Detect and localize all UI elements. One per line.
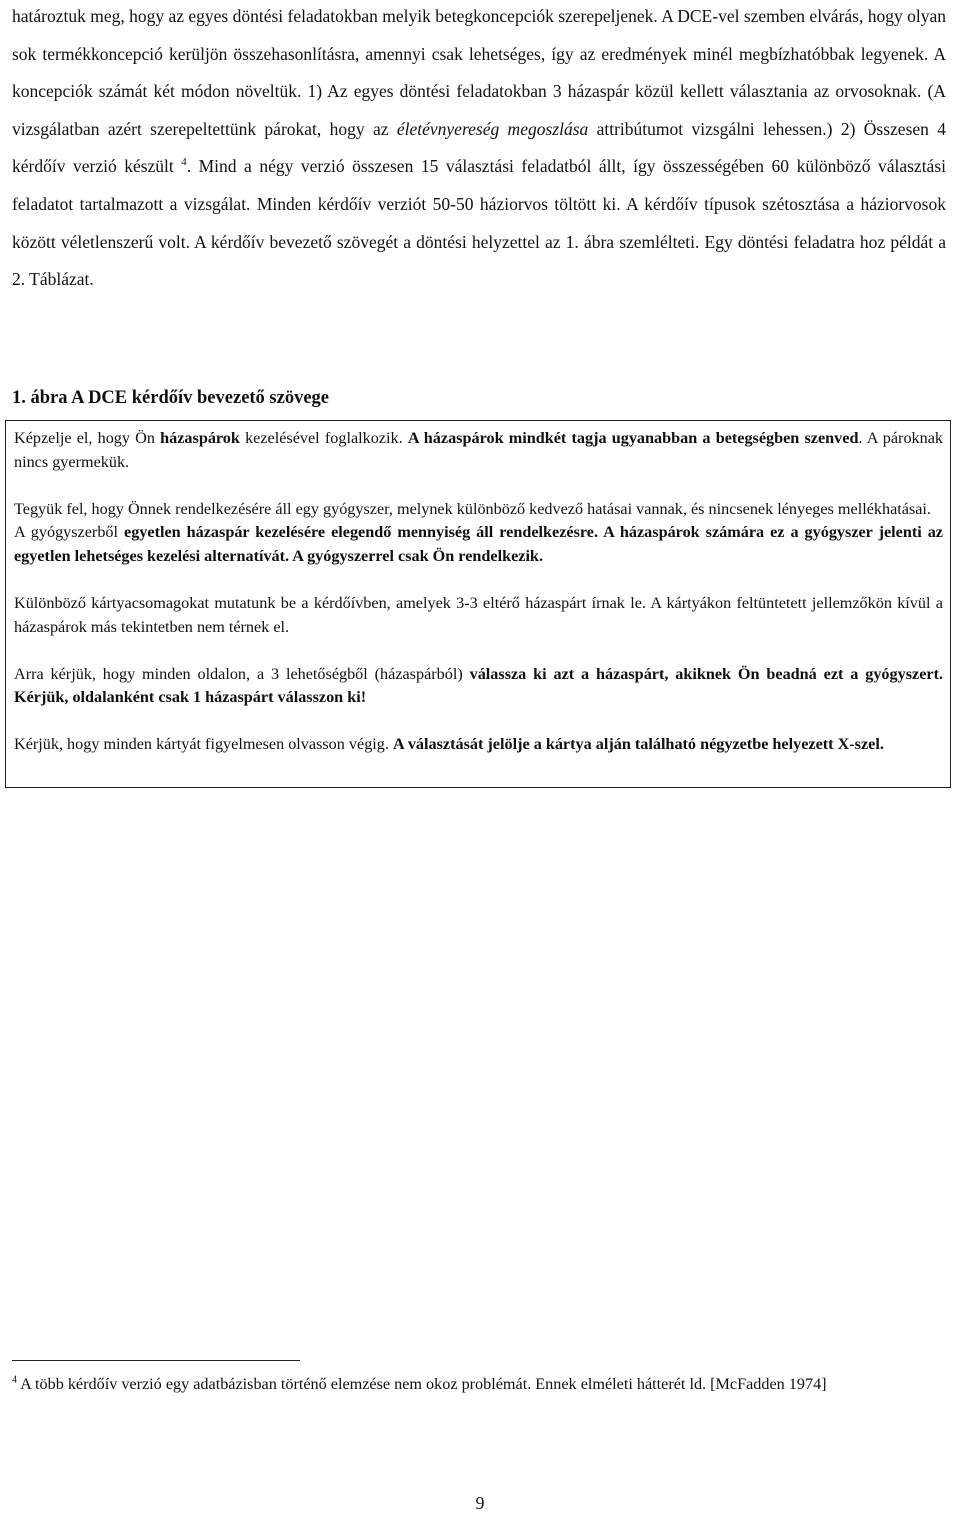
- footnote: [12, 1372, 946, 1396]
- bold-run: házaspárok: [160, 429, 240, 447]
- body-text-run: attribútumot vizsgálni lehessen.) 2) Összesen 4 kérdőív verzió készült: [12, 118, 946, 177]
- figure-paragraph-5: [14, 663, 943, 711]
- text-run: Kérjük, hogy minden kártyát figyelmesen olvasson végig.: [14, 735, 393, 754]
- text-run: Képzelje el, hogy Ön: [14, 429, 161, 447]
- figure-paragraph-2: Tegyük fel, hogy Önnek rendelkezésére áll egy gyógyszer, melynek különböző kedvező hatásai vannak, és nincsenek lényeges mellékhatásai.: [14, 499, 931, 518]
- footnote-reference[interactable]: 4: [181, 156, 187, 169]
- figure-paragraph-4: Különböző kártyacsomagokat mutatunk be a kérdőívben, amelyek 3-3 eltérő házaspárt írnak le. A kártyákon feltüntetett jellemzőkön kívül a házaspárok más tekintetben nem térnek el.: [14, 593, 943, 636]
- body-italic-term: életévnyereség megoszlása: [396, 118, 589, 139]
- text-run: kezelésével foglalkozik.: [239, 429, 408, 447]
- footnote-text: A több kérdőív verzió egy adatbázisban történő elemzése nem okoz problémát. Ennek elméleti hátterét ld. [McFadden 1974]: [17, 1375, 827, 1393]
- figure-paragraph-1: [14, 427, 943, 475]
- body-text: [12, 0, 946, 299]
- page-number: 9: [475, 1493, 485, 1513]
- footnote-number: 4: [12, 1374, 18, 1386]
- body-paragraph: [12, 0, 946, 299]
- body-text-run: határoztuk meg, hogy az egyes döntési feladatokban melyik betegkoncepciók szerepeljenek. A DCE-vel szemben elvárás, hogy olyan sok termékkoncepció kerüljön összehasonlításra, amennyi csak lehetséges, így az eredmények minél megbízhatóbbak legyenek. A koncepciók számát két módon növeltük. 1) Az egyes döntési feladatokban 3 házaspár közül kellett választania az orvosoknak. (A vizsgálatban azért szerepeltettünk párokat, hogy az: [12, 6, 946, 139]
- text-run: Arra kérjük, hogy minden oldalon, a 3 lehetőségből (házaspárból): [14, 664, 470, 683]
- figure-paragraph-6: [14, 733, 943, 757]
- figure-caption: 1. ábra A DCE kérdőív bevezető szövege: [12, 388, 330, 408]
- bold-run: A választását jelölje a kártya alján található négyzetbe helyezett X-szel.: [392, 735, 884, 754]
- bold-run: egyetlen házaspár kezelésére elegendő mennyiség áll rendelkezésre. A házaspárok számára ez a gyógyszer jelenti az egyetlen lehetséges kezelési alternatívát. A gyógyszerrel csak Ön rendelkezik.: [14, 523, 943, 566]
- figure-box: [5, 420, 951, 788]
- bold-run: válassza ki azt a házaspárt, akiknek Ön beadná ezt a gyógyszert. Kérjük, oldalanként csak 1 házaspárt válasszon ki!: [14, 664, 944, 707]
- text-run: . A pároknak nincs gyermekük.: [14, 429, 943, 471]
- body-text-run: . Mind a négy verzió összesen 15 választási feladatból állt, így összességében 60 különböző választási feladatot tartalmazott a vizsgálat. Minden kérdőív verziót 50-50 háziorvos töltött ki. A kérdőív típusok szétosztása a háziorvosok között véletlenszerű volt. A kérdőív bevezető szövegét a döntési helyzettel az 1. ábra szemlélteti. Egy döntési feladatra hoz példát a 2. Táblázat.: [12, 156, 946, 290]
- figure-paragraph-3: [14, 521, 943, 569]
- bold-run: A házaspárok mindkét tagja ugyanabban a betegségben szenved: [407, 429, 859, 447]
- text-run: A gyógyszerből: [14, 523, 125, 542]
- footnote-separator: [12, 1360, 300, 1361]
